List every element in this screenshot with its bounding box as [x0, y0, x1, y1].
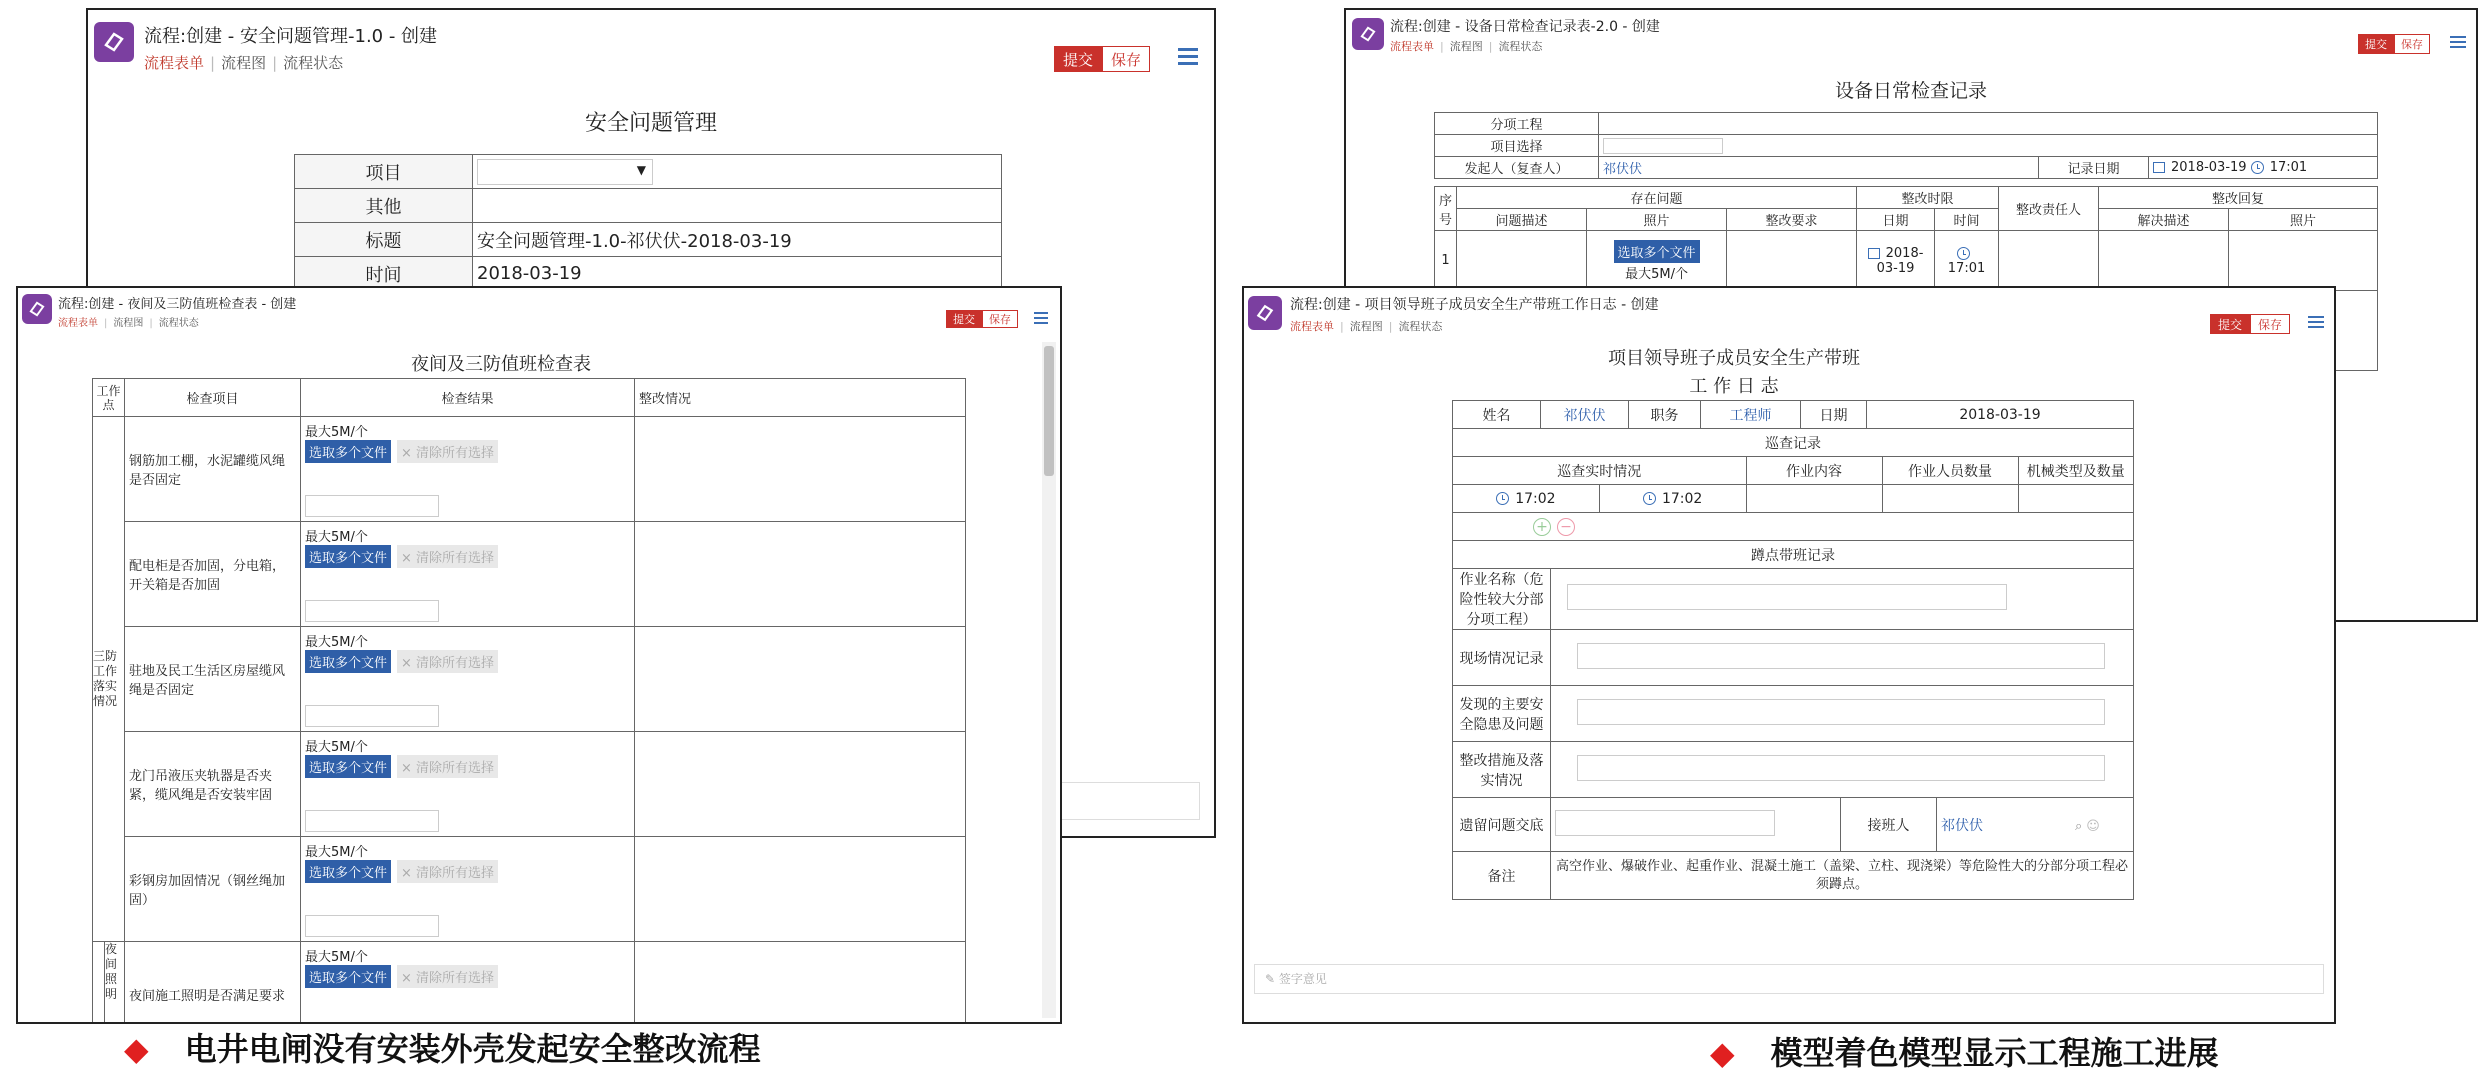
window-equipment-check: 流程:创建 - 设备日常检查记录表-2.0 - 创建 流程表单 | 流程图 | 流程状态 提交 保存 设备日常检查记录 分项工程 项目选择 发起人（复查人） 祁伏伏 记录日期 2018-03-19 17:01 序号 存在问题 整改时限 整改责任人 整改回复 问题描述 照片 整改要求 日期 时间 解决描述 照片 1 选取多个文件 最大5M/个 2018-03-19 17:01 [1344, 8, 2478, 622]
remove-row-icon[interactable]: − [1557, 518, 1575, 536]
clock-icon [2251, 161, 2264, 174]
field-label: 遗留问题交底 [1453, 798, 1551, 852]
col-header: 整改责任人 [1999, 187, 2099, 231]
section-header: 巡查记录 [1453, 429, 2134, 457]
patrol-table [1452, 456, 2134, 569]
app-logo-icon [94, 22, 134, 62]
col-header: 解决描述 [2099, 209, 2229, 231]
app-logo-icon [22, 294, 52, 324]
calendar-icon [2153, 162, 2165, 173]
field-label: 接班人 [1841, 798, 1937, 852]
rectify-cell[interactable] [635, 837, 966, 942]
submit-button[interactable]: 提交 [946, 310, 982, 328]
tab-form[interactable]: 流程表单 [144, 54, 205, 72]
check-item: 龙门吊液压夹轨器是否夹紧，缆风绳是否安装牢固 [125, 732, 301, 837]
list-menu-icon[interactable] [2308, 316, 2324, 328]
select-files-button[interactable]: 选取多个文件 [1614, 240, 1700, 263]
field-label: 项目 [295, 155, 473, 189]
file-input[interactable] [305, 810, 439, 832]
clock-icon [1957, 247, 1970, 260]
subproject-field[interactable] [1599, 113, 2378, 135]
col-header: 问题描述 [1457, 209, 1587, 231]
key-point-table [1452, 568, 2134, 900]
equipment-form-table [1434, 112, 2378, 179]
select-files-button[interactable]: 选取多个文件 [305, 755, 391, 778]
file-input[interactable] [305, 600, 439, 622]
group-label: 三防工作落实情况 [93, 417, 125, 942]
table-row [1453, 485, 2134, 513]
file-input[interactable] [305, 915, 439, 937]
night-check-table [92, 378, 966, 1024]
project-select[interactable] [1599, 135, 2378, 157]
clock-icon [1496, 492, 1509, 505]
field-label: 时间 [295, 257, 473, 291]
text-input[interactable] [1567, 584, 2007, 610]
text-input[interactable] [1577, 699, 2105, 725]
field-label: 分项工程 [1435, 113, 1599, 135]
window-title: 流程:创建 - 设备日常检查记录表-2.0 - 创建 [1390, 19, 1660, 35]
diamond-bullet-icon: ◆ [1710, 1034, 1735, 1072]
caption-right: ◆ 模型着色模型显示工程施工进展 [1710, 1034, 2219, 1072]
table-row: 1 选取多个文件 最大5M/个 2018-03-19 17:01 [1435, 231, 2378, 291]
file-input[interactable] [305, 705, 439, 727]
form-title: 夜间及三防值班检查表 [411, 354, 591, 375]
form-title: 安全问题管理 [584, 111, 717, 136]
tab-flowchart[interactable]: 流程图 [221, 54, 267, 72]
field-label: 作业名称（危险性较大分部分项工程） [1453, 569, 1551, 630]
submit-button[interactable]: 提交 [2210, 314, 2250, 334]
group-label: 夜间照明 [105, 942, 125, 1025]
save-button[interactable]: 保存 [982, 310, 1018, 328]
col-header: 照片 [2229, 209, 2378, 231]
handover-value[interactable]: 祁伏伏 [1941, 817, 1983, 834]
field-label: 发起人（复查人） [1435, 157, 1599, 179]
app-logo-icon [1352, 18, 1384, 50]
col-header: 检查结果 [301, 379, 635, 417]
app-logo-icon [1248, 296, 1282, 330]
save-button[interactable]: 保存 [2250, 314, 2290, 334]
name-value: 祁伏伏 [1541, 401, 1629, 429]
form-title: 设备日常检查记录 [1834, 80, 1987, 102]
field-label: 姓名 [1453, 401, 1541, 429]
window-title: 流程:创建 - 夜间及三防值班检查表 - 创建 [58, 297, 297, 312]
table-row: 夜间照明 夜间施工照明是否满足要求 最大5M/个 选取多个文件 × 清除所有选择 [93, 942, 966, 1025]
save-button[interactable]: 保存 [1102, 46, 1150, 72]
select-files-button[interactable]: 选取多个文件 [305, 860, 391, 883]
duty-log-table [1452, 400, 2134, 457]
field-label: 其他 [295, 189, 473, 223]
clear-all-button[interactable]: × 清除所有选择 [397, 755, 498, 778]
col-header: 存在问题 [1457, 187, 1857, 209]
diamond-bullet-icon: ◆ [124, 1030, 149, 1068]
col-header: 工作点 [96, 383, 121, 412]
caption-left: ◆ 电井电闸没有安装外壳发起安全整改流程 [124, 1030, 761, 1068]
initiator-value: 祁伏伏 [1599, 157, 2039, 179]
field-label: 项目选择 [1435, 135, 1599, 157]
search-icon[interactable]: ⌕ [2075, 818, 2083, 834]
time-field[interactable]: 2018-03-19 [473, 257, 1002, 291]
tab-form[interactable]: 流程表单 [58, 318, 98, 329]
rectify-cell[interactable] [635, 627, 966, 732]
tab-form[interactable]: 流程表单 [1290, 320, 1334, 333]
form-title-line2: 工 作 日 志 [1689, 376, 1779, 397]
rectify-cell[interactable] [635, 522, 966, 627]
clear-all-button[interactable]: × 清除所有选择 [397, 440, 498, 463]
window-night-duty-check: 流程:创建 - 夜间及三防值班检查表 - 创建 流程表单 | 流程图 | 流程状态 提交 保存 夜间及三防值班检查表 工作点 检查项目 检查结果 整改情况 三防工作落实情况 钢筋加工棚，水泥罐缆风绳是否固定 最大5M/个 选取多个文件 × 清除所有选择 配电柜是否加固，分电箱，开关箱是否加固 最大5M/个 选取多个文件 × 清除所有选择 驻地及民工生活区房屋缆风绳是否固定 最大5M/个 选取多个文件 × 清除所有选择 龙门吊液压夹轨器是否夹紧，缆风绳是否安装牢固 最大5M/个 选取多个文件 × 清除所有选择 彩钢房加固情况（钢丝绳加固） 最大5M/个 选取多个文件 × 清除所有选择 夜间照明 夜间施工照明是否满足要求 最大5M/个 选取多个文件 × 清除所有选择 [16, 286, 1062, 1024]
col-header: 整改要求 [1727, 209, 1857, 231]
rectify-cell[interactable] [635, 942, 966, 1025]
field-label: 发现的主要安全隐患及问题 [1453, 686, 1551, 742]
field-label: 备注 [1453, 852, 1551, 900]
text-input[interactable] [1577, 755, 2105, 781]
project-select[interactable]: ▼ [473, 155, 1002, 189]
tab-status[interactable]: 流程状态 [283, 54, 344, 72]
check-item: 夜间施工照明是否满足要求 [125, 942, 301, 1025]
user-icon[interactable]: ☺ [2086, 818, 2100, 834]
submit-button[interactable]: 提交 [2358, 34, 2394, 54]
file-input[interactable] [305, 495, 439, 517]
field-label: 现场情况记录 [1453, 630, 1551, 686]
select-files-button[interactable]: 选取多个文件 [305, 965, 391, 988]
col-header: 机械类型及数量 [2018, 457, 2134, 485]
vertical-scrollbar[interactable] [1042, 342, 1056, 1018]
field-label: 职务 [1629, 401, 1701, 429]
tab-status[interactable]: 流程状态 [158, 318, 199, 329]
col-header: 整改回复 [2099, 187, 2378, 209]
col-header: 时间 [1935, 209, 1999, 231]
table-row: 驻地及民工生活区房屋缆风绳是否固定 最大5M/个 选取多个文件 × 清除所有选择 [93, 627, 966, 732]
clear-all-button[interactable]: × 清除所有选择 [397, 545, 498, 568]
tab-form[interactable]: 流程表单 [1390, 40, 1434, 53]
table-row: 配电柜是否加固，分电箱，开关箱是否加固 最大5M/个 选取多个文件 × 清除所有选择 [93, 522, 966, 627]
clear-all-button[interactable]: × 清除所有选择 [397, 860, 498, 883]
save-button[interactable]: 保存 [2394, 34, 2430, 54]
col-header: 巡查实时情况 [1453, 457, 1747, 485]
sign-opinion-input[interactable]: ✎ 签字意见 [1254, 964, 2324, 994]
check-item: 配电柜是否加固，分电箱，开关箱是否加固 [125, 522, 301, 627]
calendar-icon [1868, 248, 1880, 259]
clear-all-button[interactable]: × 清除所有选择 [397, 965, 498, 988]
field-label: 日期 [1801, 401, 1867, 429]
window-leader-duty-log: 流程:创建 - 项目领导班子成员安全生产带班工作日志 - 创建 流程表单 | 流程图 | 流程状态 提交 保存 项目领导班子成员安全生产带班 工 作 日 志 姓名 祁伏伏 职务 工程师 日期 2018-03-19 巡查记录 巡查实时情况 作业内容 作业人员数量 机械类型及数量 17:02 17:02 + − 蹲点带班记录 作业名称（危险性较大分部分项工程） 现场情况记录 发现的主要安全隐患及问题 整改措施及落实情况 遗留问题交底 接班人 祁伏伏 ⌕ ☺ 备注 高空作业、爆破作业、起重作业、混凝土施工（盖梁、立柱、现浇梁）等危险性大的分部分项工程必须蹲点。 ✎ 签字意见 [1242, 286, 2336, 1024]
text-input[interactable] [1577, 643, 2105, 669]
remark-text: 高空作业、爆破作业、起重作业、混凝土施工（盖梁、立柱、现浇梁）等危险性大的分部分项工程必须蹲点。 [1551, 852, 2134, 900]
post-value: 工程师 [1701, 401, 1801, 429]
date-value: 2018-03-19 [1867, 401, 2134, 429]
table-row: 龙门吊液压夹轨器是否夹紧，缆风绳是否安装牢固 最大5M/个 选取多个文件 × 清除所有选择 [93, 732, 966, 837]
form-title-line1: 项目领导班子成员安全生产带班 [1608, 348, 1860, 369]
list-menu-icon[interactable] [1034, 312, 1048, 324]
col-header: 序号 [1435, 187, 1457, 231]
rectify-cell[interactable] [635, 732, 966, 837]
col-header: 整改情况 [635, 379, 966, 417]
window-title: 流程:创建 - 项目领导班子成员安全生产带班工作日志 - 创建 [1290, 297, 1659, 313]
tab-flowchart[interactable]: 流程图 [113, 318, 144, 329]
window-safety-issue: 流程:创建 - 安全问题管理-1.0 - 创建 流程表单 | 流程图 | 流程状态 提交 保存 安全问题管理 项目 ▼ 其他 标题 安全问题管理-1.0-祁伏伏-2018-03-19 时间 2018-03-19 [86, 8, 1216, 838]
safety-form-table [294, 154, 1002, 291]
submit-button[interactable]: 提交 [1054, 46, 1102, 72]
rectify-cell[interactable] [635, 417, 966, 522]
list-menu-icon[interactable] [1178, 48, 1198, 65]
record-datetime[interactable]: 2018-03-19 17:01 [2149, 157, 2378, 179]
col-header: 日期 [1857, 209, 1935, 231]
col-header: 检查项目 [125, 379, 301, 417]
title-field[interactable]: 安全问题管理-1.0-祁伏伏-2018-03-19 [473, 223, 1002, 257]
col-header: 作业内容 [1746, 457, 1882, 485]
tab-flowchart[interactable]: 流程图 [1449, 40, 1483, 53]
pencil-icon: ✎ [1265, 972, 1276, 986]
col-header: 作业人员数量 [1882, 457, 2018, 485]
list-menu-icon[interactable] [2450, 36, 2466, 48]
tab-status[interactable]: 流程状态 [1498, 40, 1543, 53]
tab-flowchart[interactable]: 流程图 [1349, 320, 1383, 333]
window-title: 流程:创建 - 安全问题管理-1.0 - 创建 [144, 26, 438, 47]
comment-box[interactable] [1058, 782, 1200, 820]
field-label: 记录日期 [2039, 157, 2149, 179]
other-field[interactable] [473, 189, 1002, 223]
check-item: 彩钢房加固情况（钢丝绳加固） [125, 837, 301, 942]
clear-all-button[interactable]: × 清除所有选择 [397, 650, 498, 673]
col-header: 整改时限 [1857, 187, 1999, 209]
table-row: 彩钢房加固情况（钢丝绳加固） 最大5M/个 选取多个文件 × 清除所有选择 [93, 837, 966, 942]
tab-status[interactable]: 流程状态 [1398, 320, 1443, 333]
time-input[interactable]: 17:02 [1453, 485, 1600, 513]
field-label: 整改措施及落实情况 [1453, 742, 1551, 798]
select-files-button[interactable]: 选取多个文件 [305, 545, 391, 568]
col-header: 照片 [1587, 209, 1727, 231]
clock-icon [1643, 492, 1656, 505]
select-files-button[interactable]: 选取多个文件 [305, 650, 391, 673]
check-item: 驻地及民工生活区房屋缆风绳是否固定 [125, 627, 301, 732]
add-row-icon[interactable]: + [1533, 518, 1551, 536]
leftover-input[interactable] [1555, 810, 1775, 836]
check-item: 钢筋加工棚，水泥罐缆风绳是否固定 [125, 417, 301, 522]
time-input[interactable]: 17:02 [1599, 485, 1746, 513]
table-row: 三防工作落实情况 钢筋加工棚，水泥罐缆风绳是否固定 最大5M/个 选取多个文件 × 清除所有选择 [93, 417, 966, 522]
select-files-button[interactable]: 选取多个文件 [305, 440, 391, 463]
field-label: 标题 [295, 223, 473, 257]
section-header: 蹲点带班记录 [1453, 541, 2134, 569]
